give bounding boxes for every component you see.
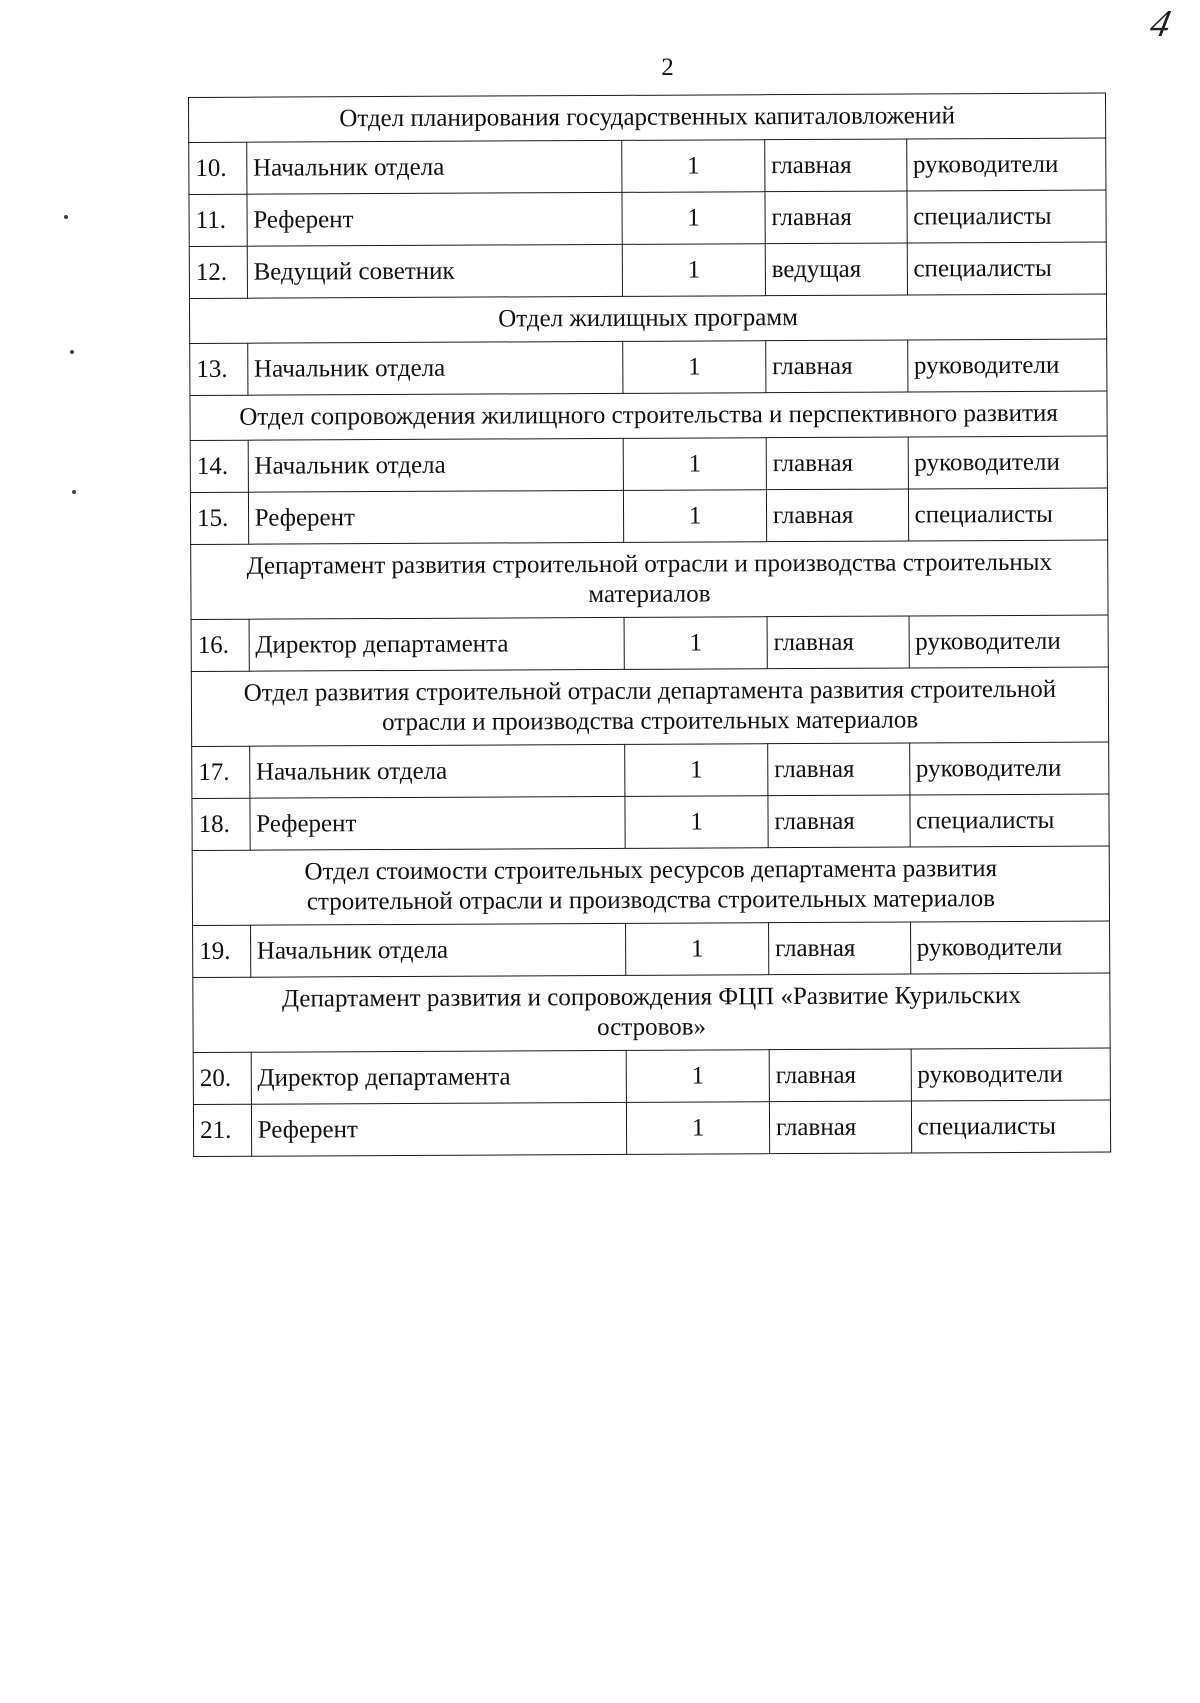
position-group: ведущая	[765, 243, 907, 296]
table-row	[193, 1100, 1110, 1156]
row-number: 15.	[190, 492, 248, 544]
position-count: 1	[626, 1050, 769, 1103]
section-title: Отдел планирования государственных капиталовложений	[189, 93, 1106, 142]
section-title: Отдел жилищных программ	[189, 294, 1106, 343]
row-number: 11.	[189, 194, 247, 246]
position-category: руководители	[909, 615, 1109, 668]
table-row	[192, 742, 1109, 798]
position-category: руководители	[911, 1048, 1111, 1101]
row-number: 20.	[193, 1052, 251, 1104]
section-header-row	[189, 93, 1106, 142]
row-number: 21.	[193, 1104, 251, 1156]
position-group: главная	[766, 489, 908, 542]
scan-speck	[72, 490, 76, 494]
position-group: главная	[767, 616, 909, 669]
section-header-row	[190, 391, 1107, 440]
section-header-row	[189, 294, 1106, 343]
position-count: 1	[626, 923, 769, 976]
position-count: 1	[627, 1102, 770, 1155]
position-title: Начальник отдела	[247, 341, 623, 395]
section-header-row	[193, 973, 1110, 1052]
position-title: Начальник отдела	[248, 438, 624, 492]
position-title: Директор департамента	[251, 1050, 627, 1104]
table-row	[193, 1048, 1110, 1104]
table-row	[192, 794, 1109, 850]
position-category: специалисты	[909, 794, 1109, 847]
section-title: Отдел стоимости строительных ресурсов департамента развития строительной отрасли и производства строительных материалов	[192, 846, 1109, 925]
row-number: 17.	[192, 746, 250, 798]
row-number: 13.	[190, 343, 248, 395]
position-count: 1	[624, 490, 767, 543]
section-title: Отдел развития строительной отрасли департамента развития строительной отрасли и производства строительных материалов	[191, 667, 1108, 746]
position-group: главная	[765, 139, 907, 192]
position-category: руководители	[910, 921, 1110, 974]
position-group: главная	[768, 743, 910, 796]
position-title: Референт	[248, 490, 624, 544]
position-group: главная	[766, 437, 908, 490]
table-row	[189, 138, 1106, 194]
position-category: руководители	[907, 339, 1107, 392]
position-title: Начальник отдела	[250, 923, 626, 977]
position-count: 1	[625, 744, 768, 797]
position-title: Референт	[250, 796, 626, 850]
table-row	[189, 242, 1106, 298]
position-count: 1	[625, 796, 768, 849]
table-row	[190, 436, 1107, 492]
row-number: 12.	[189, 246, 247, 298]
position-category: специалисты	[911, 1100, 1111, 1153]
position-title: Начальник отдела	[246, 140, 622, 194]
position-category: специалисты	[908, 488, 1108, 541]
row-number: 19.	[193, 925, 251, 977]
position-title: Референт	[251, 1102, 627, 1156]
position-category: специалисты	[907, 242, 1107, 295]
page-number: 2	[661, 54, 674, 81]
table-row	[190, 339, 1107, 395]
table-row	[193, 921, 1110, 977]
table-row	[191, 615, 1108, 671]
position-group: главная	[768, 922, 910, 975]
position-title: Начальник отдела	[249, 744, 625, 798]
position-group: главная	[766, 340, 908, 393]
position-title: Директор департамента	[249, 617, 625, 671]
position-category: специалисты	[907, 190, 1107, 243]
handwritten-page-mark: 4	[1146, 3, 1175, 45]
table-row	[190, 488, 1107, 544]
scan-speck	[70, 350, 74, 354]
position-title: Референт	[247, 192, 623, 246]
section-header-row	[191, 667, 1108, 746]
row-number: 16.	[191, 619, 249, 671]
staff-positions-table	[188, 93, 1111, 1157]
position-count: 1	[624, 617, 767, 670]
position-group: главная	[768, 795, 910, 848]
position-group: главная	[765, 191, 907, 244]
position-group: главная	[769, 1101, 911, 1154]
position-count: 1	[623, 341, 766, 394]
row-number: 14.	[190, 440, 248, 492]
section-title: Департамент развития строительной отрасли и производства строительных материалов	[191, 540, 1108, 619]
section-header-row	[191, 540, 1108, 619]
section-title: Отдел сопровождения жилищного строительства и перспективного развития	[190, 391, 1107, 440]
table-row	[189, 190, 1106, 246]
section-header-row	[192, 846, 1109, 925]
position-group: главная	[769, 1049, 911, 1102]
section-title: Департамент развития и сопровождения ФЦП «Развитие Курильских островов»	[193, 973, 1110, 1052]
position-count: 1	[622, 192, 765, 245]
row-number: 18.	[192, 798, 250, 850]
scan-speck	[64, 215, 68, 219]
row-number: 10.	[189, 142, 247, 194]
position-category: руководители	[909, 742, 1109, 795]
position-count: 1	[622, 244, 765, 297]
position-category: руководители	[906, 138, 1106, 191]
position-count: 1	[623, 438, 766, 491]
position-category: руководители	[908, 436, 1108, 489]
position-title: Ведущий советник	[247, 244, 623, 298]
position-count: 1	[622, 140, 765, 193]
